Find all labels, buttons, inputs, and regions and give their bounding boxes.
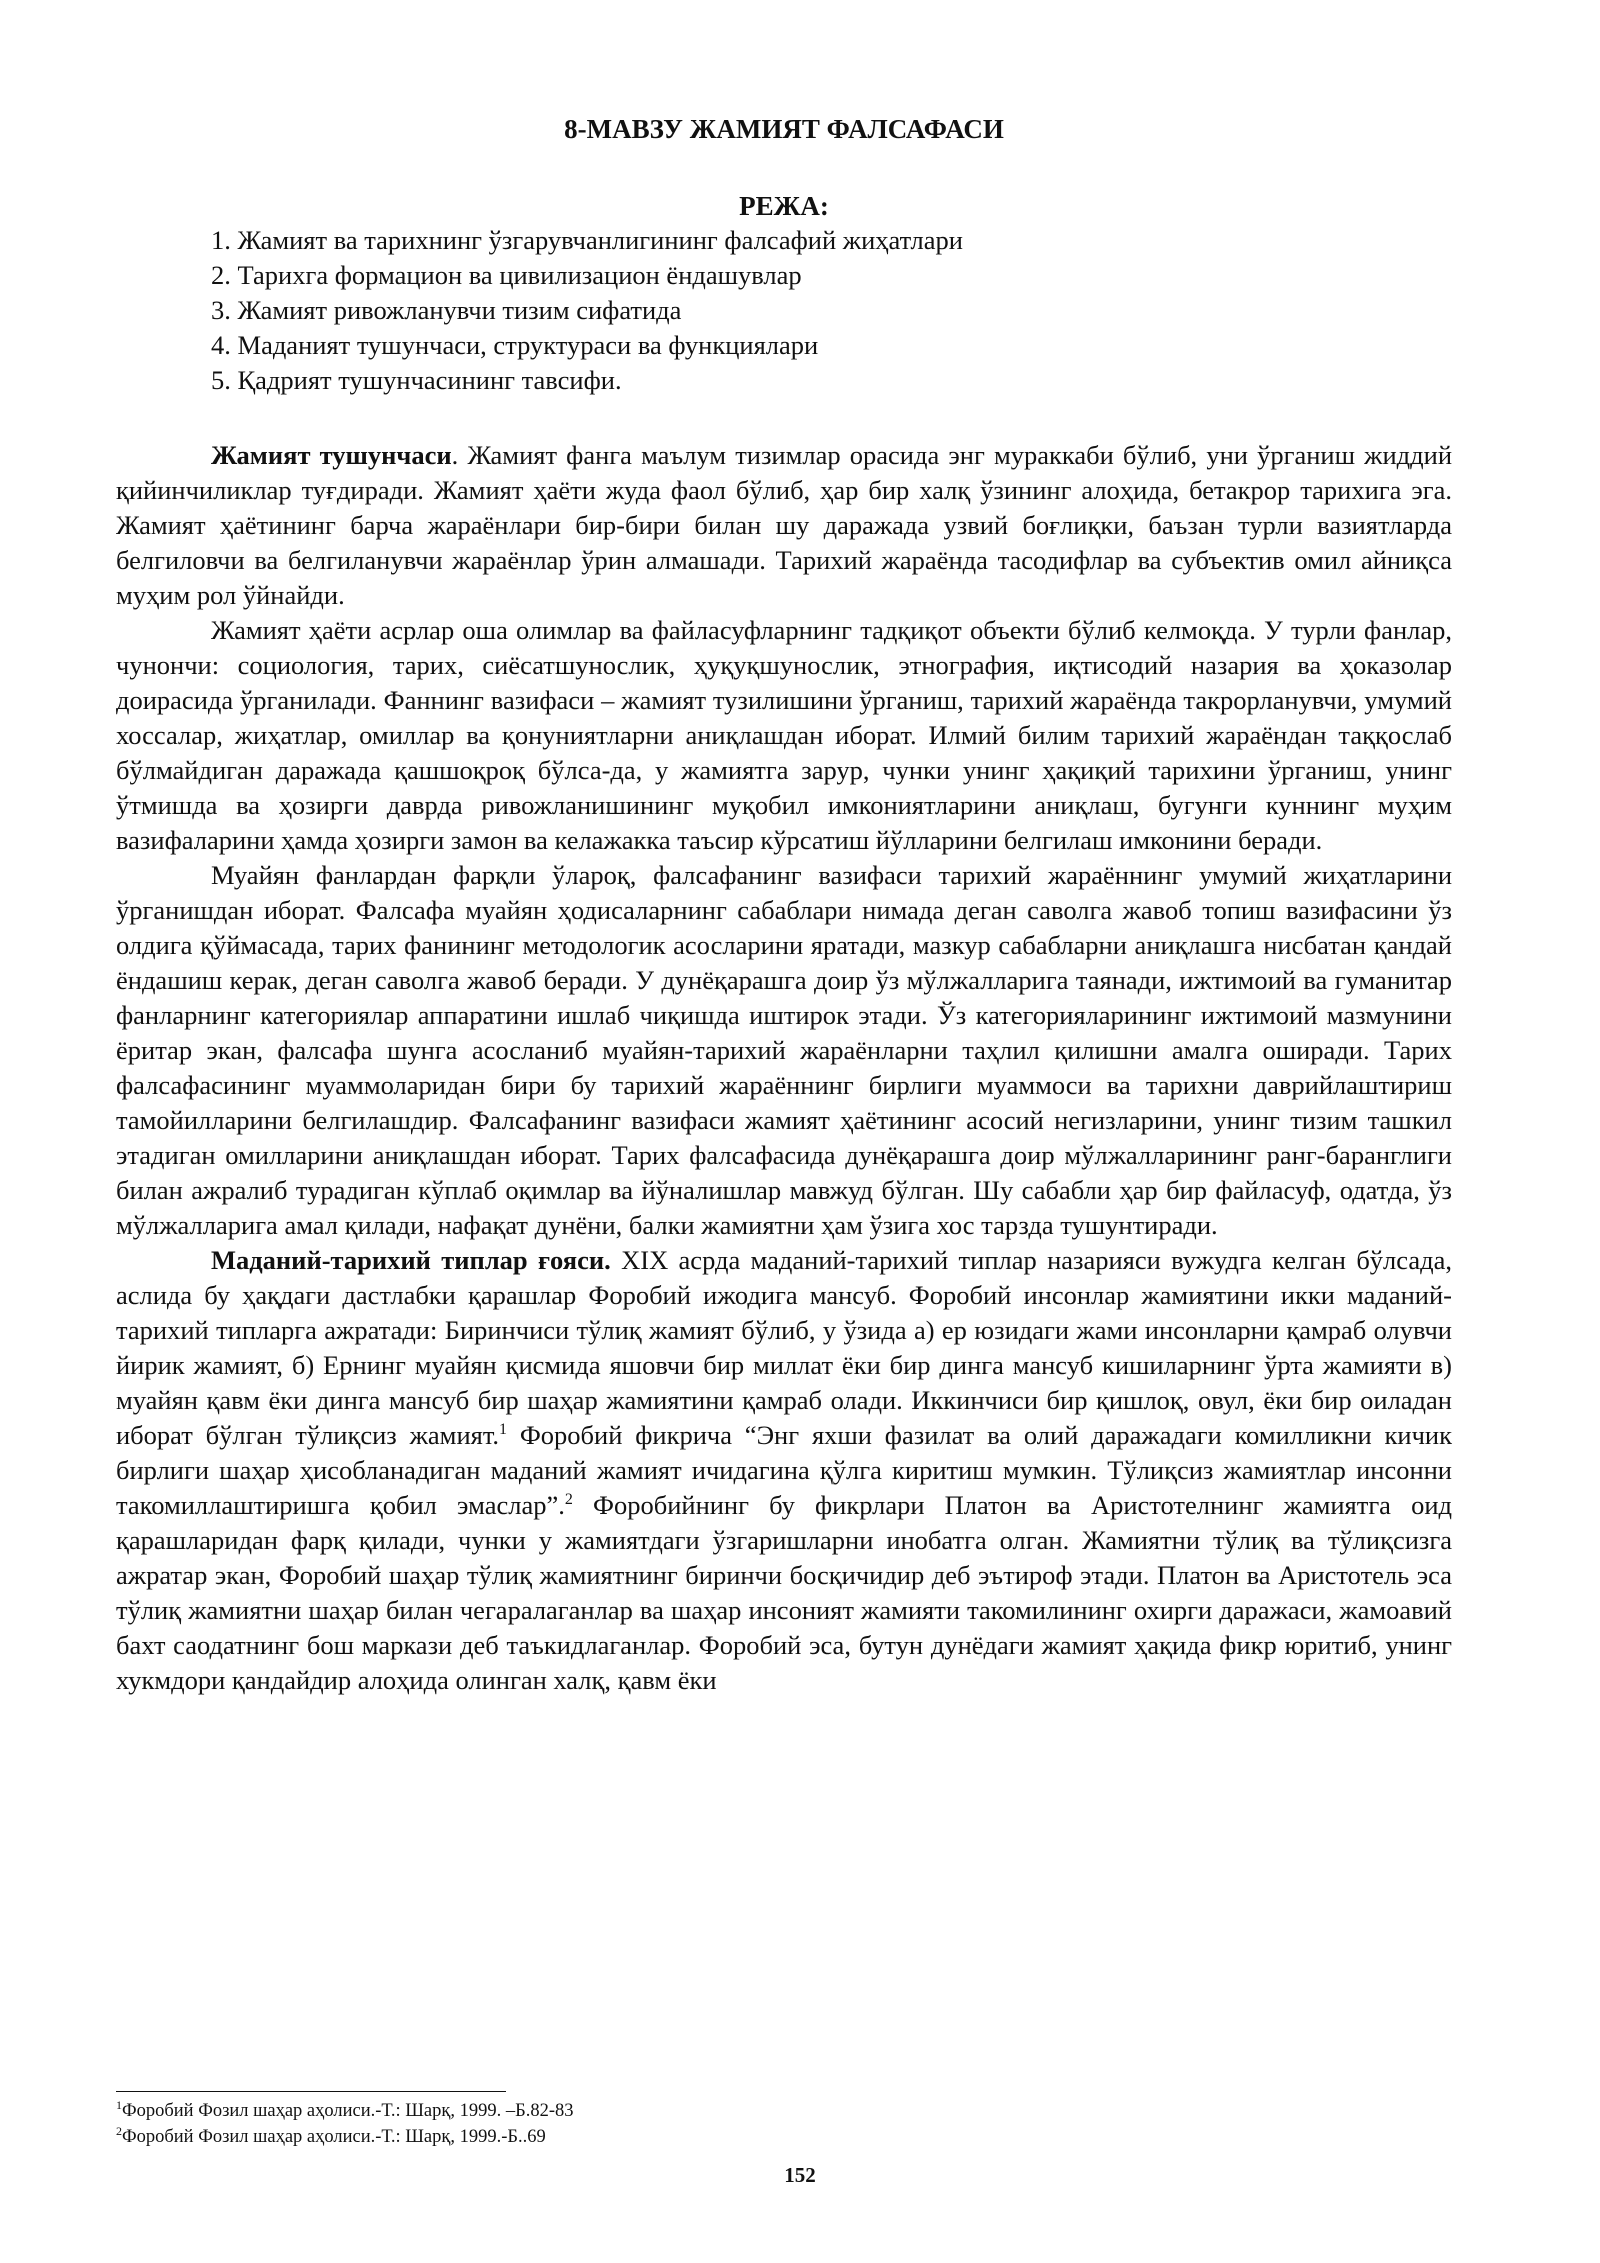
paragraph-text: Форобий фикрича “Энг яхши фазилат ва олий даражадаги комилликни кичик бирлиги шаҳар ҳисобланадиган маданий жамият ичидагина қўлга киритиш мумкин. Тўлиқсиз жамиятлар инсонни такомиллаштиришга қобил эмаслар”. [116, 1420, 1452, 1520]
footnote-text: Форобий Фозил шаҳар аҳолиси.-Т.: Шарқ, 1999. –Б.82-83 [122, 2101, 574, 2121]
plan-heading: РЕЖА: [739, 191, 829, 221]
page-number: 152 [784, 2163, 816, 2187]
footnote-number: 1 [116, 2097, 122, 2112]
plan-item: 5. Қадрият тушунчасининг тавсифи. [211, 365, 622, 395]
footnote-ref[interactable]: 1 [499, 1421, 508, 1439]
paragraph-text: Жамият ҳаёти асрлар оша олимлар ва файласуфларнинг тадқиқот объекти бўлиб келмоқда. У турли фанлар, чунончи: социология, тарих, сиёсатшунослик, ҳуқуқшунослик, этнография, иқтисодий назария ва ҳоказолар доирасида ўрганилади. Фаннинг вазифаси – жамият тузилишини ўрганиш, тарихий жараёнда такрорланувчи, умумий хоссалар, жиҳатлар, омиллар ва қонуниятларни аниқлашдан иборат. Илмий билим тарихий жараёндан таққослаб бўлмайдиган даражада қашшоқроқ бўлса-да, у жамиятга зарур, чунки унинг ҳақиқий тарихини ўрганиш, унинг ўтмишда ва ҳозирги даврда ривожланишининг муқобил имкониятларини аниқлаш, бугунги куннинг муҳим вазифаларини ҳамда ҳозирги замон ва келажакка таъсир кўрсатиш йўлларини белгилаш имконини беради. [116, 615, 1452, 855]
footnote-ref[interactable]: 2 [564, 1491, 573, 1509]
plan-item: 2. Тарихга формацион ва цивилизацион ёндашувлар [211, 260, 802, 290]
paragraph-lead: Жамият тушунчаси [211, 440, 452, 470]
footnotes [116, 2098, 574, 2150]
body-paragraph [116, 858, 1452, 1243]
paragraph-text: XIX асрда маданий-тарихий типлар назарияси вужудга келган бўлсада, аслида бу ҳақдаги дастлабки қарашлар Форобий ижодига мансуб. Форобий инсонлар жамиятини икки маданий- тарихий типларга ажратади: Биринчиси тўлиқ жамият бўлиб, у ўзида а) ер юзидаги жами инсонларни қамраб олувчи йирик жамият, б) Ернинг муайян қисмида яшовчи бир миллат ёки бир динга мансуб кишиларнинг ўрта жамияти в) муайян қавм ёки динга мансуб бир шаҳар жамиятини қамраб олади. Иккинчиси бир қишлоқ, овул, ёки бир оиладан иборат бўлган тўлиқсиз жамият. [116, 1245, 1452, 1450]
footnote-divider [116, 2091, 506, 2092]
footnote [116, 2098, 574, 2124]
paragraph-lead: Маданий-тарихий типлар ғояси. [211, 1245, 611, 1275]
plan-item: 1. Жамият ва тарихнинг ўзгарувчанлигининг фалсафий жиҳатлари [211, 225, 963, 255]
body-paragraph [116, 438, 1452, 613]
page-title: 8-МАВЗУ ЖАМИЯТ ФАЛСАФАСИ [564, 114, 1004, 144]
footnote-text: Форобий Фозил шаҳар аҳолиси.-Т.: Шарқ, 1999.-Б..69 [122, 2127, 546, 2147]
plan-item: 3. Жамият ривожланувчи тизим сифатида [211, 295, 682, 325]
paragraph-text: Форобийнинг бу фикрлари Платон ва Аристотелнинг жамиятга оид қарашларидан фарқ қилади, чунки у жамиятдаги ўзгаришларни инобатга олган. Жамиятни тўлиқ ва тўлиқсизга ажратар экан, Форобий шаҳар тўлиқ жамиятнинг биринчи босқичидир деб эътироф этади. Платон ва Аристотель эса тўлиқ жамиятни шаҳар билан чегаралаганлар ва шаҳар инсоният жамияти такомилининг охирги даражаси, жамоавий бахт саодатнинг бош маркази деб таъкидлаганлар. Форобий эса, бутун дунёдаги жамият ҳақида фикр юритиб, унинг хукмдори қандайдир алоҳида олинган халқ, қавм ёки [116, 1490, 1452, 1695]
plan-list [116, 223, 1452, 398]
paragraph-text: Муайян фанлардан фарқли ўлароқ, фалсафанинг вазифаси тарихий жараённинг умумий жиҳатларини ўрганишдан иборат. Фалсафа муайян ҳодисаларнинг сабаблари нимада деган саволга жавоб топиш вазифасини ўз олдига қўймасада, тарих фанининг методологик асосларини яратади, мазкур сабабларни аниқлашга нисбатан қандай ёндашиш керак, деган саволга жавоб беради. У дунёқарашга доир ўз мўлжалларига таянади, ижтимоий ва гуманитар фанларнинг категориялар аппаратини ишлаб чиқишда иштирок этади. Ўз категорияларининг ижтимоий мазмунини ёритар экан, фалсафа шунга асосланиб муайян-тарихий жараёнларни таҳлил қилишни амалга оширади. Тарих фалсафасининг муаммоларидан бири бу тарихий жараённинг бирлиги муаммоси ва тарихни даврийлаштириш тамойилларини белгилашдир. Фалсафанинг вазифаси жамият ҳаётининг асосий негизларини, унинг тизим ташкил этадиган омилларини аниқлашдан иборат. Тарих фалсафасида дунёқарашга доир мўлжалларининг ранг-баранглиги билан ажралиб турадиган кўплаб оқимлар ва йўналишлар мавжуд бўлган. Шу сабабли ҳар бир файласуф, одатда, ўз мўлжалларига амал қилади, нафақат дунёни, балки жамиятни ҳам ўзига хос тарзда тушунтиради. [116, 860, 1452, 1240]
plan-item: 4. Маданият тушунчаси, структураси ва функциялари [211, 330, 819, 360]
body-paragraph [116, 1243, 1452, 1698]
body-paragraph [116, 613, 1452, 858]
paragraph-text: . Жамият фанга маълум тизимлар орасида энг мураккаби бўлиб, уни ўрганиш жиддий қийинчиликлар туғдиради. Жамият ҳаёти жуда фаол бўлиб, ҳар бир халқ ўзининг алоҳида, бетакрор тарихига эга. Жамият ҳаётининг барча жараёнлари бир-бири билан шу даражада узвий боғлиқки, баъзан турли вазиятларда белгиловчи ва белгиланувчи жараёнлар ўрин алмашади. Тарихий жараёнда тасодифлар ва субъектив омил айниқса муҳим рол ўйнайди. [116, 440, 1452, 610]
footnote [116, 2124, 574, 2150]
footnote-number: 2 [116, 2123, 122, 2138]
